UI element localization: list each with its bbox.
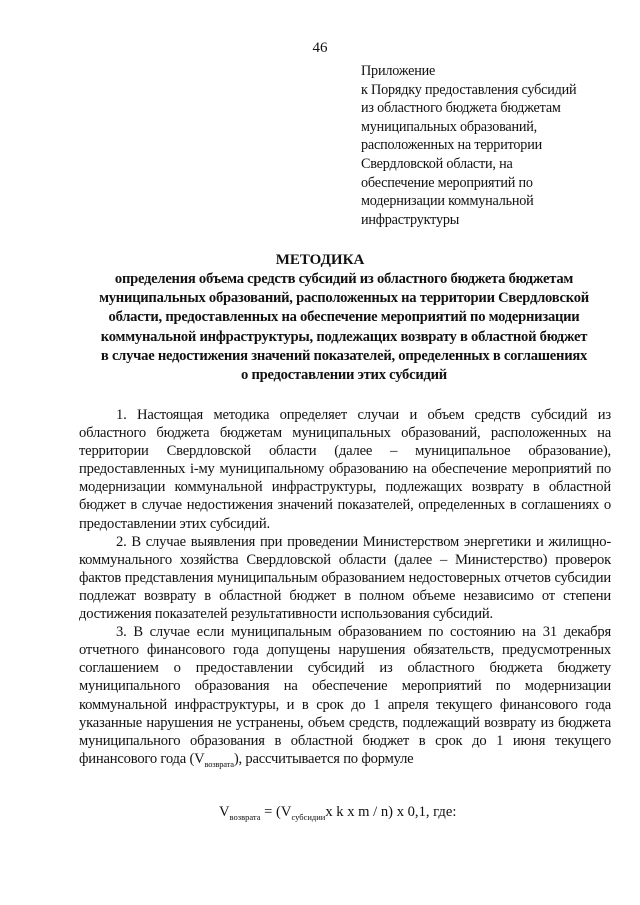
subtitle-line: муниципальных образований, расположенных на территории Свердловской — [99, 290, 589, 307]
appendix-note — [361, 62, 623, 229]
paragraph-3-text: 3. В случае если муниципальным образованием по состоянию на 31 декабря отчетного финансового года допущены нарушения обязательств, предусмотренных соглашением о предоставлении субсидий из областного бюджета бюджету муниципального образования на обеспечение мероприятий по модернизации коммунальной инфраструктуры, и в срок до 1 апреля текущего финансового года указанные нарушения не устранены, объем средств, подлежащий возврату из бюджета муниципального образования в областной бюджет в срок до 1 июня текущего финансового года (V — [79, 624, 611, 767]
appendix-line: модернизации коммунальной — [361, 193, 534, 210]
appendix-line: к Порядку предоставления субсидий — [361, 81, 577, 98]
appendix-line: муниципальных образований, — [361, 118, 538, 135]
paragraph-3-subscript: возврата — [204, 758, 234, 769]
formula-eq: = (V — [260, 804, 292, 820]
formula-rest: x k x m / n) x 0,1, где: — [325, 804, 457, 820]
formula-v: V — [219, 804, 230, 820]
paragraph-2: 2. В случае выявления при проведении Министерством энергетики и жилищно-коммунального хозяйства Свердловской области (далее – Министерство) проверок фактов представления муниципальным образованием недостоверных отчетов субсидии подлежат возврату в областной бюджет в полном объеме независимо от степени достижения показателей результативности использования субсидий. — [79, 533, 611, 623]
subtitle-line: определения объема средств субсидий из областного бюджета бюджетам — [114, 271, 574, 287]
formula-subsidy-subscript: субсидии — [291, 811, 326, 822]
appendix-line: расположенных на территории — [361, 137, 542, 154]
subtitle-line: в случае недостижения значений показателей, определенных в соглашениях — [100, 347, 588, 364]
formula-v-subscript: возврата — [229, 811, 261, 822]
subtitle-line: коммунальной инфраструктуры, подлежащих возврату в областной бюджет — [100, 328, 588, 345]
paragraph-1: 1. Настоящая методика определяет случаи и объем средств субсидий из областного бюджета бюджетам муниципальных образований, расположенных на территории Свердловской области (далее – муниципальное образование), предоставленных i-му муниципальному образованию на обеспечение мероприятий по модернизации коммунальной инфраструктуры, подлежащих возврату в областной бюджет в случае недостижения значений показателей, определенных в соглашениях о предоставлении этих субсидий. — [79, 407, 611, 532]
subtitle-line: области, предоставленных на обеспечение мероприятий по модернизации — [108, 309, 580, 326]
subtitle-line: о предоставлении этих субсидий — [241, 367, 447, 384]
document-subtitle — [76, 270, 612, 385]
paragraph-3-tail: ), рассчитывается по формуле — [233, 750, 414, 767]
appendix-line: Свердловской области, на — [361, 155, 513, 172]
document-body — [79, 406, 611, 773]
page-number: 46 — [312, 40, 328, 56]
document-title: МЕТОДИКА — [275, 252, 365, 268]
appendix-line: обеспечение мероприятий по — [361, 174, 533, 191]
appendix-line: из областного бюджета бюджетам — [361, 100, 561, 117]
paragraph-3 — [79, 623, 611, 773]
appendix-line: инфраструктуры — [361, 211, 460, 228]
appendix-line: Приложение — [361, 63, 436, 79]
formula — [219, 804, 456, 822]
